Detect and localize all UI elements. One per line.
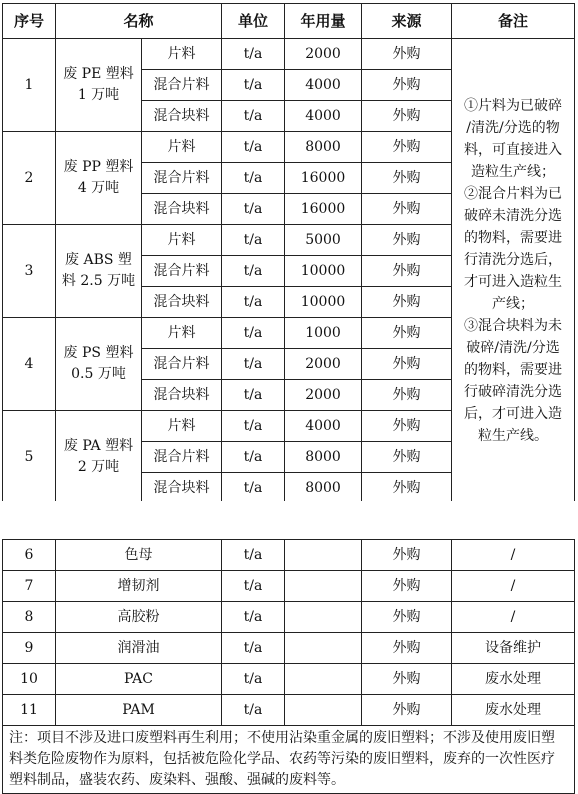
table-row xyxy=(3,695,575,726)
note-row xyxy=(3,726,575,794)
source-cell: 外购 xyxy=(362,664,452,695)
material-name-cell xyxy=(56,318,142,411)
source-cell: 外购 xyxy=(362,442,452,473)
source-cell: 外购 xyxy=(362,633,452,664)
unit-cell: t/a xyxy=(222,194,285,225)
auxiliary-materials-table xyxy=(2,539,575,794)
material-name-cell xyxy=(56,225,142,318)
unit-cell: t/a xyxy=(222,695,285,726)
page-break xyxy=(0,501,578,539)
seq-cell: 10 xyxy=(3,664,56,695)
form-cell: 混合块料 xyxy=(142,101,222,132)
source-cell: 外购 xyxy=(362,473,452,504)
header-remark: 备注 xyxy=(452,4,575,39)
unit-cell: t/a xyxy=(222,380,285,411)
remark-line: 才可进入造粒生 xyxy=(464,274,563,290)
annual-cell: 4000 xyxy=(285,101,362,132)
annual-cell: 8000 xyxy=(285,473,362,504)
remark-line: ③混合块料为未 xyxy=(464,318,563,334)
seq-cell: 3 xyxy=(3,225,56,318)
unit-cell: t/a xyxy=(222,287,285,318)
seq-cell: 2 xyxy=(3,132,56,225)
material-name-line: 废 PS 塑料 xyxy=(63,345,134,361)
material-name-cell xyxy=(56,411,142,504)
annual-cell xyxy=(285,602,362,633)
remark-line: 行清洗分选后， xyxy=(464,252,563,268)
source-cell: 外购 xyxy=(362,225,452,256)
form-cell: 片料 xyxy=(142,132,222,163)
annual-cell xyxy=(285,571,362,602)
source-cell: 外购 xyxy=(362,194,452,225)
annual-cell: 2000 xyxy=(285,349,362,380)
seq-cell: 6 xyxy=(3,540,56,571)
source-cell: 外购 xyxy=(362,349,452,380)
unit-cell: t/a xyxy=(222,411,285,442)
table-row xyxy=(3,602,575,633)
remark-line: ②混合片料为已 xyxy=(464,186,563,202)
annual-cell xyxy=(285,540,362,571)
form-cell: 片料 xyxy=(142,411,222,442)
form-cell: 混合块料 xyxy=(142,380,222,411)
annual-cell xyxy=(285,695,362,726)
material-quantity-line: 4 万吨 xyxy=(77,180,120,196)
seq-cell: 4 xyxy=(3,318,56,411)
form-cell: 片料 xyxy=(142,39,222,70)
source-cell: 外购 xyxy=(362,256,452,287)
source-cell: 外购 xyxy=(362,602,452,633)
source-cell: 外购 xyxy=(362,132,452,163)
remark-line: 破碎未清洗分选 xyxy=(464,208,563,224)
header-annual: 年用量 xyxy=(285,4,362,39)
materials-table xyxy=(2,3,575,504)
form-cell: 混合块料 xyxy=(142,287,222,318)
source-cell: 外购 xyxy=(362,39,452,70)
remark-line: 的物料，需要进 xyxy=(464,362,563,378)
form-cell: 片料 xyxy=(142,225,222,256)
unit-cell: t/a xyxy=(222,571,285,602)
remark-line: /清洗/分选的物 xyxy=(466,120,560,136)
annual-cell: 10000 xyxy=(285,256,362,287)
source-cell: 外购 xyxy=(362,70,452,101)
unit-cell: t/a xyxy=(222,664,285,695)
seq-cell: 5 xyxy=(3,411,56,504)
annual-cell: 4000 xyxy=(285,70,362,101)
remark-cell: 设备维护 xyxy=(452,633,575,664)
header-unit: 单位 xyxy=(222,4,285,39)
remark-cell: 废水处理 xyxy=(452,664,575,695)
annual-cell: 2000 xyxy=(285,380,362,411)
unit-cell: t/a xyxy=(222,163,285,194)
form-cell: 混合块料 xyxy=(142,473,222,504)
remark-cell: / xyxy=(452,602,575,633)
table-row xyxy=(3,540,575,571)
material-name-cell: 润滑油 xyxy=(56,633,222,664)
annual-cell: 16000 xyxy=(285,163,362,194)
material-name-cell: PAC xyxy=(56,664,222,695)
table-row xyxy=(3,664,575,695)
source-cell: 外购 xyxy=(362,571,452,602)
remark-line: 破碎/清洗/分选 xyxy=(466,340,560,356)
seq-cell: 11 xyxy=(3,695,56,726)
source-cell: 外购 xyxy=(362,695,452,726)
material-name-cell: 增韧剂 xyxy=(56,571,222,602)
table-row xyxy=(3,633,575,664)
seq-cell: 9 xyxy=(3,633,56,664)
table-row xyxy=(3,39,575,70)
unit-cell: t/a xyxy=(222,602,285,633)
unit-cell: t/a xyxy=(222,256,285,287)
remark-line: 的物料，需要进 xyxy=(464,230,563,246)
unit-cell: t/a xyxy=(222,540,285,571)
unit-cell: t/a xyxy=(222,132,285,163)
source-cell: 外购 xyxy=(362,287,452,318)
note-text: 注：项目不涉及进口废塑料再生利用；不使用沾染重金属的废旧塑料；不涉及使用废旧塑料类危险废物作为原料，包括被危险化学品、农药等污染的废旧塑料，废弃的一次性医疗塑料制品，盛装农药、废染料、强酸、强碱的废料等。 xyxy=(3,726,575,794)
form-cell: 混合片料 xyxy=(142,70,222,101)
remark-line: 产线； xyxy=(492,296,535,312)
remark-line: 造粒生产线； xyxy=(471,164,556,180)
remark-line: 料，可直接进入 xyxy=(464,142,563,158)
material-name-line: 废 PP 塑料 xyxy=(63,159,134,175)
material-name-line: 废 ABS 塑 xyxy=(65,252,132,268)
source-cell: 外购 xyxy=(362,411,452,442)
annual-cell: 16000 xyxy=(285,194,362,225)
material-name-cell: 高胶粉 xyxy=(56,602,222,633)
source-cell: 外购 xyxy=(362,540,452,571)
form-cell: 混合片料 xyxy=(142,349,222,380)
unit-cell: t/a xyxy=(222,225,285,256)
source-cell: 外购 xyxy=(362,380,452,411)
annual-cell: 8000 xyxy=(285,442,362,473)
annual-cell xyxy=(285,664,362,695)
seq-cell: 1 xyxy=(3,39,56,132)
remark-cell xyxy=(452,39,575,504)
source-cell: 外购 xyxy=(362,101,452,132)
annual-cell: 10000 xyxy=(285,287,362,318)
source-cell: 外购 xyxy=(362,163,452,194)
material-name-cell xyxy=(56,39,142,132)
material-name-cell: PAM xyxy=(56,695,222,726)
remark-cell: / xyxy=(452,571,575,602)
header-seq: 序号 xyxy=(3,4,56,39)
unit-cell: t/a xyxy=(222,633,285,664)
source-cell: 外购 xyxy=(362,318,452,349)
material-name-cell xyxy=(56,132,142,225)
material-quantity-line: 2 万吨 xyxy=(77,459,120,475)
annual-cell: 2000 xyxy=(285,39,362,70)
unit-cell: t/a xyxy=(222,39,285,70)
material-name-line: 废 PE 塑料 xyxy=(63,66,134,82)
annual-cell: 4000 xyxy=(285,411,362,442)
remark-line: ①片料为已破碎 xyxy=(464,98,563,114)
unit-cell: t/a xyxy=(222,70,285,101)
form-cell: 混合块料 xyxy=(142,194,222,225)
remark-cell: 废水处理 xyxy=(452,695,575,726)
form-cell: 混合片料 xyxy=(142,442,222,473)
unit-cell: t/a xyxy=(222,442,285,473)
material-quantity-line: 0.5 万吨 xyxy=(71,366,126,382)
form-cell: 片料 xyxy=(142,318,222,349)
unit-cell: t/a xyxy=(222,349,285,380)
seq-cell: 7 xyxy=(3,571,56,602)
material-name-cell: 色母 xyxy=(56,540,222,571)
annual-cell: 5000 xyxy=(285,225,362,256)
form-cell: 混合片料 xyxy=(142,163,222,194)
seq-cell: 8 xyxy=(3,602,56,633)
material-quantity-line: 1 万吨 xyxy=(77,87,120,103)
remark-cell: / xyxy=(452,540,575,571)
material-name-line: 废 PA 塑料 xyxy=(63,438,134,454)
material-quantity-line: 料 2.5 万吨 xyxy=(61,273,136,289)
header-row xyxy=(3,4,575,39)
annual-cell: 1000 xyxy=(285,318,362,349)
remark-line: 粒生产线。 xyxy=(478,428,549,444)
annual-cell: 8000 xyxy=(285,132,362,163)
remark-line: 行破碎清洗分选 xyxy=(464,384,563,400)
unit-cell: t/a xyxy=(222,318,285,349)
table-row xyxy=(3,571,575,602)
unit-cell: t/a xyxy=(222,101,285,132)
form-cell: 混合片料 xyxy=(142,256,222,287)
header-name: 名称 xyxy=(56,4,222,39)
unit-cell: t/a xyxy=(222,473,285,504)
annual-cell xyxy=(285,633,362,664)
header-source: 来源 xyxy=(362,4,452,39)
remark-line: 后，才可进入造 xyxy=(464,406,563,422)
